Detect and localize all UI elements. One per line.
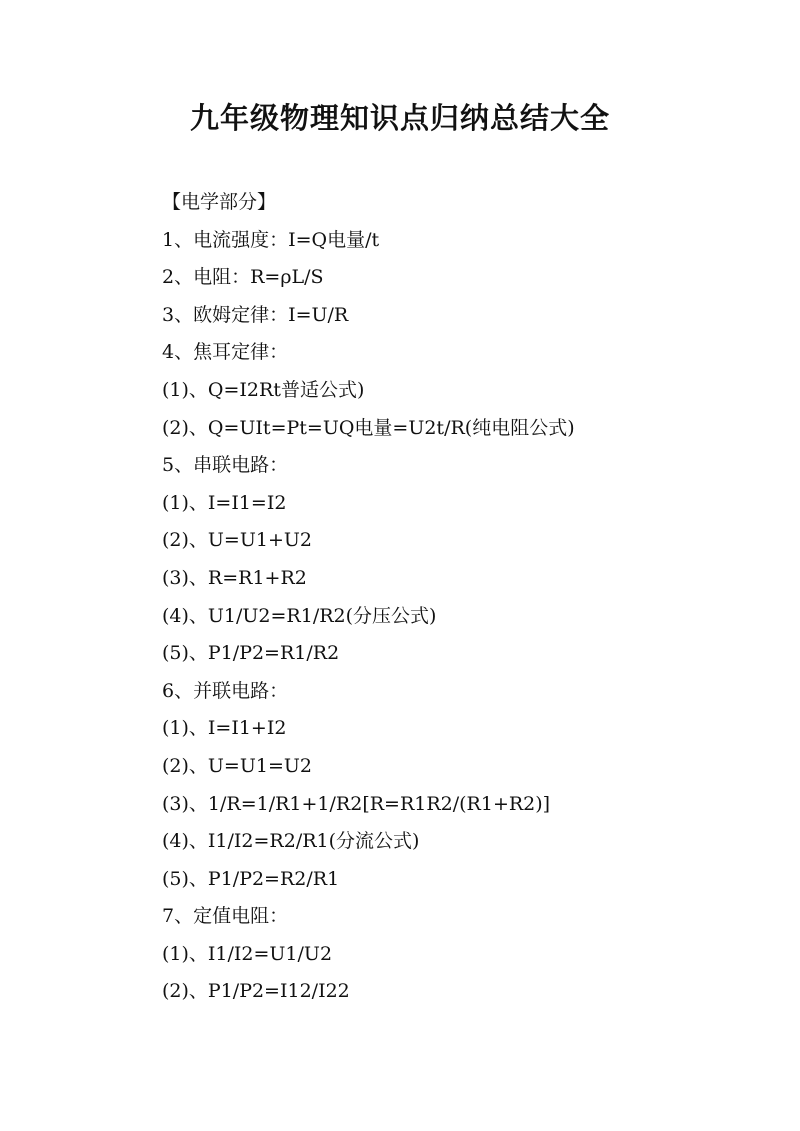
text-line: (3)、1/R=1/R1+1/R2[R=R1R2/(R1+R2)] — [162, 792, 551, 815]
page-title: 九年级物理知识点归纳总结大全 — [189, 101, 610, 135]
text-line: (5)、P1/P2=R2/R1 — [162, 867, 340, 890]
text-line: (1)、I=I1=I2 — [162, 491, 287, 514]
text-line: 1、电流强度：I=Q电量/t — [162, 228, 380, 251]
text-line: 5、串联电路： — [162, 454, 289, 477]
section-heading: 【电学部分】 — [162, 191, 277, 213]
text-line: (4)、U1/U2=R1/R2(分压公式) — [162, 604, 437, 627]
text-line: (3)、R=R1+R2 — [162, 566, 307, 589]
text-line: 4、焦耳定律： — [162, 341, 289, 364]
text-line: 3、欧姆定律：I=U/R — [162, 303, 349, 326]
text-line: (1)、I=I1+I2 — [162, 717, 287, 740]
text-line: (1)、Q=I2Rt普适公式) — [162, 378, 365, 401]
text-line: 2、电阻：R=ρL/S — [162, 266, 324, 289]
text-line: (5)、P1/P2=R1/R2 — [162, 642, 340, 665]
text-line: (2)、U=U1=U2 — [162, 754, 312, 777]
text-line: 6、并联电路： — [162, 679, 289, 702]
text-line: (2)、P1/P2=I12/I22 — [162, 980, 350, 1003]
text-line: (4)、I1/I2=R2/R1(分流公式) — [162, 830, 420, 853]
document-body — [162, 184, 762, 1011]
text-line: 7、定值电阻： — [162, 905, 289, 928]
text-line: (2)、Q=UIt=Pt=UQ电量=U2t/R(纯电阻公式) — [162, 416, 575, 439]
text-line: (1)、I1/I2=U1/U2 — [162, 942, 333, 965]
text-line: (2)、U=U1+U2 — [162, 529, 312, 552]
